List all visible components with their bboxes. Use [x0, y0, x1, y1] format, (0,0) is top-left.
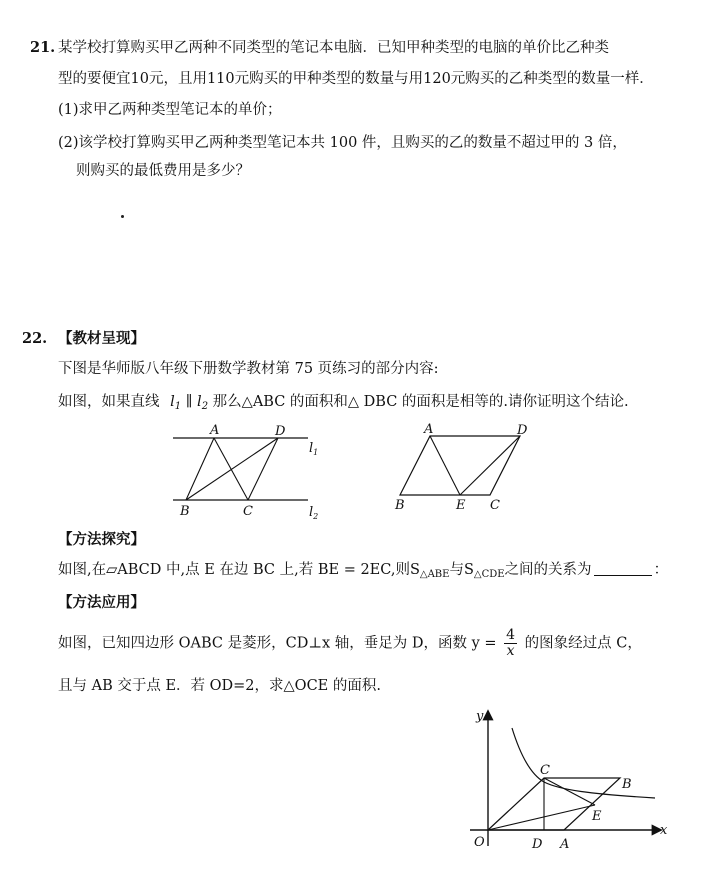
q22-intro: 下图是华师版八年级下册数学教材第 75 页练习的部分内容:	[58, 361, 439, 377]
l2-letter: l	[197, 394, 202, 410]
explore-part-a: 如图,在▱ABCD 中,点 E 在边 BC 上,若 BE = 2EC,则S	[58, 562, 420, 578]
q21-part2-line1: (2)该学校打算购买甲乙两种类型笔记本共 100 件，且购买的乙的数量不超过甲的 3 倍，	[58, 135, 627, 151]
fraction-4-over-x	[504, 628, 517, 659]
apply-line1	[58, 628, 642, 659]
l1-letter: l	[170, 394, 175, 410]
figure-coordinate-graph	[460, 706, 675, 856]
fig2-label-A: A	[424, 422, 434, 437]
fig1-label-D: D	[275, 424, 286, 439]
parallel-symbol: ∥	[185, 394, 193, 410]
fig3-label-D: D	[532, 837, 543, 852]
segment-CE	[544, 778, 595, 805]
fig3-label-O: O	[474, 835, 485, 850]
l1-sub: 1	[174, 401, 182, 412]
fig1-label-l2: $l_2$	[309, 505, 319, 521]
apply-line1-part-a: 如图，已知四边形 OABC 是菱形，CD⊥x 轴，垂足为 D，函数 y =	[58, 635, 497, 652]
segment-OE	[488, 805, 595, 830]
fraction-denominator: x	[506, 643, 515, 659]
method-apply-heading: 【方法应用】	[58, 594, 145, 611]
fig1-label-l1: $l_1$	[309, 441, 319, 457]
segment-DC	[248, 438, 278, 500]
fig3-label-y: y	[476, 709, 484, 724]
q21-line2: 型的要便宜10元，且用110元购买的甲种类型的数量与用120元购买的乙种类型的数量一样．	[58, 71, 654, 87]
explore-end: ：	[653, 562, 669, 578]
fig2-label-E: E	[456, 498, 466, 513]
line-l2	[197, 394, 208, 410]
explore-part-c: 之间的关系为	[504, 562, 592, 578]
fig1-label-A: A	[210, 423, 220, 438]
fig3-label-E: E	[592, 809, 602, 824]
answer-blank[interactable]	[594, 561, 652, 576]
explore-part-b: 与S	[449, 562, 474, 578]
fig2-label-D: D	[517, 423, 528, 438]
parallelogram-ABCD	[400, 436, 520, 495]
q21-part2-line2: 则购买的最低费用是多少？	[76, 163, 250, 179]
q22-number: 22.	[22, 330, 48, 347]
apply-line2: 且与 AB 交于点 E．若 OD=2，求△OCE 的面积.	[58, 678, 381, 694]
fig2-label-B: B	[395, 498, 405, 513]
apply-line1-part-b: 的图象经过点 C，	[524, 635, 642, 652]
fig1-label-B: B	[180, 504, 190, 519]
explore-question	[58, 560, 668, 585]
q21-part1: (1)求甲乙两种类型笔记本的单价；	[58, 102, 282, 118]
fig1-label-C: C	[243, 504, 253, 519]
segment-AE	[430, 436, 460, 495]
explore-sub-abe: △ABE	[419, 569, 450, 580]
segment-AC	[214, 438, 248, 500]
q21-number: 21.	[30, 39, 56, 56]
explore-sub-cde: △CDE	[473, 569, 505, 580]
statement-part-b: 那么△ABC 的面积和△ DBC 的面积是相等的.请你证明这个结论.	[212, 394, 629, 410]
fig3-label-A: A	[560, 837, 570, 852]
fig3-label-B: B	[622, 777, 632, 792]
stray-dot	[121, 215, 124, 218]
figure-parallelogram	[390, 418, 540, 518]
q22-heading: 【教材呈现】	[58, 330, 145, 347]
q21-line1: 某学校打算购买甲乙两种不同类型的笔记本电脑．已知甲种类型的电脑的单价比乙种类	[58, 40, 609, 56]
method-explore-heading: 【方法探究】	[58, 531, 145, 548]
segment-DE	[460, 436, 520, 495]
statement-part-a: 如图，如果直线	[58, 394, 160, 410]
figure-parallel-lines	[168, 418, 338, 524]
fig2-label-C: C	[490, 498, 500, 513]
fig3-label-x: x	[660, 823, 668, 838]
fraction-numerator: 4	[506, 627, 516, 643]
line-l1	[170, 394, 181, 410]
l2-sub: 2	[201, 401, 209, 412]
q22-statement	[58, 392, 629, 417]
fig3-label-C: C	[540, 763, 550, 778]
